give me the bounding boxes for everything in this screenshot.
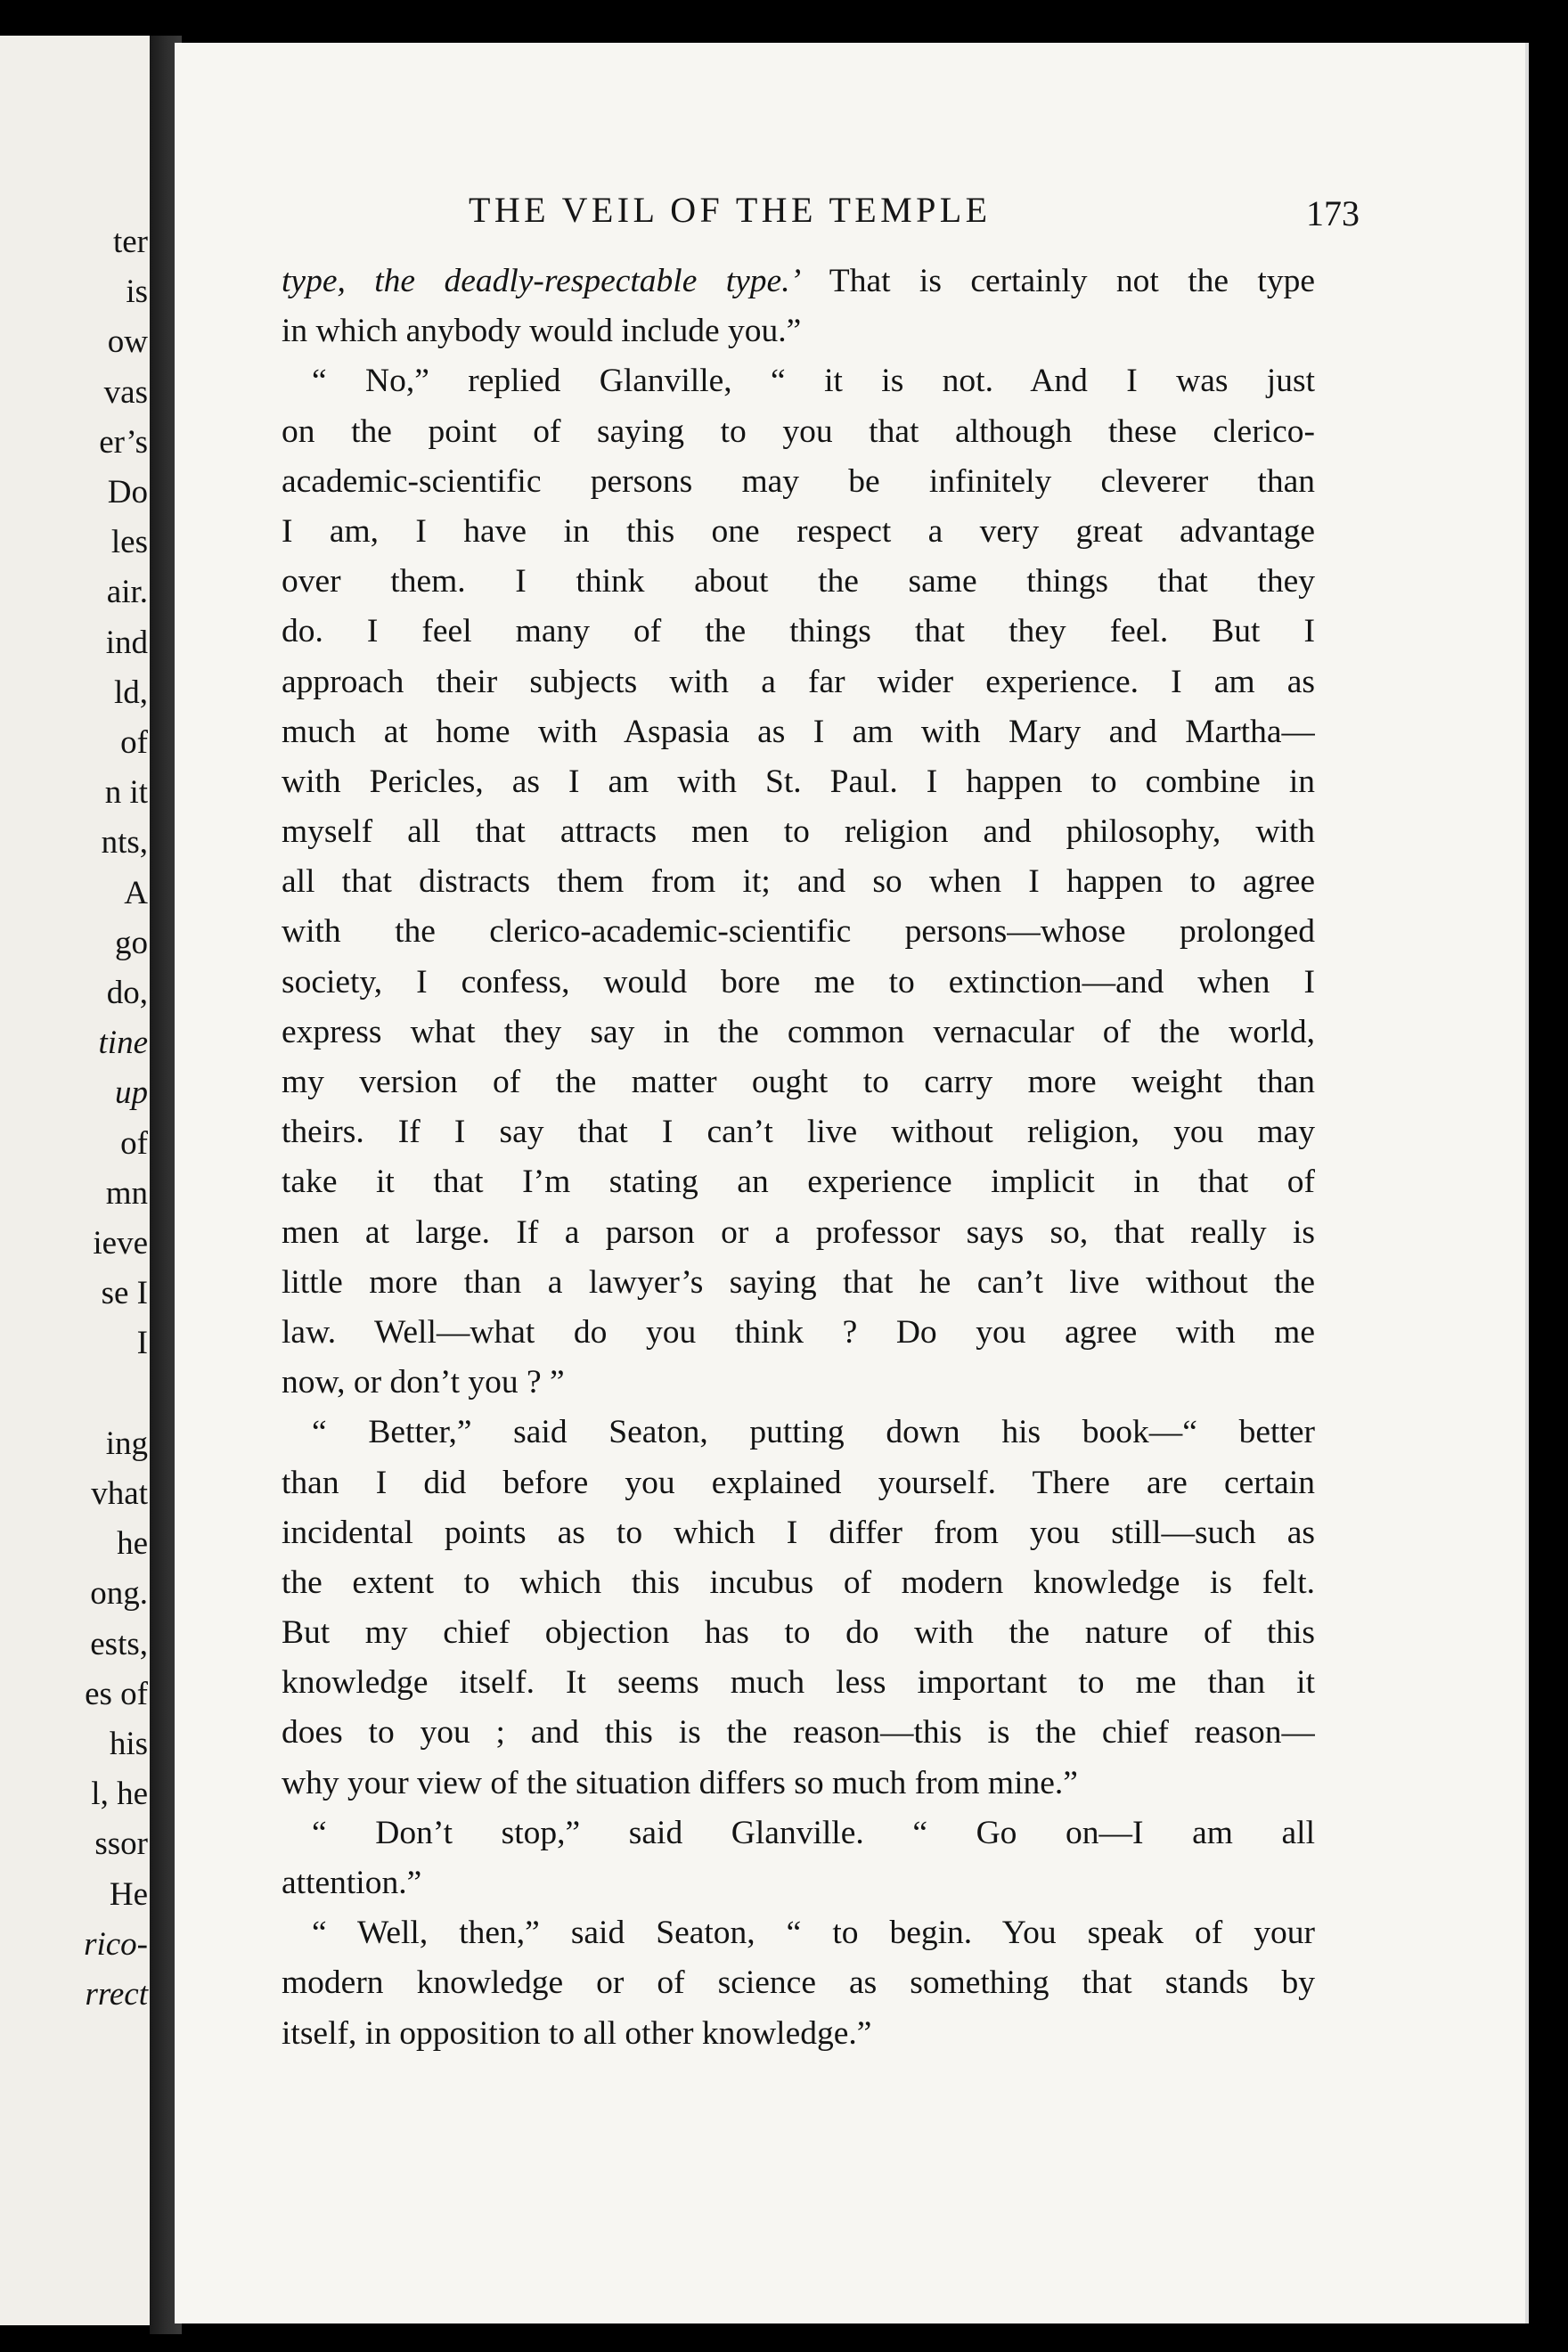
text-line: why your view of the situation differs so much from mine.” [282,1764,1078,1801]
facing-page-fragment-text: ter [112,224,148,260]
text-line: take it that I’m stating an experience implicit in that of [282,1164,1315,1201]
facing-page-fragment-text: ing [105,1425,148,1462]
running-title: THE VEIL OF THE TEMPLE [469,190,992,230]
text-line: “ Don’t stop,” said Glanville. “ Go on—I am all [312,1814,1315,1851]
italic-fragment: type, the deadly-respectable type.’ [282,263,802,299]
facing-page-fragment-text: go [115,924,148,961]
facing-page-fragment-text: his [109,1726,148,1762]
text-line: with Pericles, as I am with St. Paul. I happen to combine in [282,763,1315,800]
text-line: academic-scientific persons may be infinitely cleverer than [282,462,1315,500]
text-line: approach their subjects with a far wider experience. I am as [282,663,1315,700]
facing-page-fragment-text: ssor [94,1825,148,1863]
facing-page-fragment-text: do, [106,975,148,1011]
facing-page-fragment-text: is [126,274,148,311]
text-line: society, I confess, would bore me to extinction—and when I [282,963,1315,1000]
facing-page-fragment-text: he [117,1525,148,1563]
text-line: But my chief objection has to do with the nature of this [282,1614,1315,1652]
facing-page-fragment-text: Do [107,474,148,510]
text-line: my version of the matter ought to carry more weight than [282,1064,1315,1100]
text-line: the extent to which this incubus of modern knowledge is felt. [282,1564,1315,1601]
text-line: “ Better,” said Seaton, putting down his book—“ better [312,1414,1315,1451]
facing-page-fragment-text: se I [101,1275,148,1312]
facing-page-fragment-text: of [120,1124,148,1162]
facing-page-fragment-text: es of [85,1675,148,1712]
facing-page-fragment-text: ow [107,323,148,361]
text-line: law. Well—what do you think ? Do you agree with me [282,1313,1315,1351]
facing-page-fragment-text: vhat [91,1475,148,1512]
text-line: much at home with Aspasia as I am with Mary and Martha— [282,713,1315,750]
facing-page-fragment-text: l, he [91,1776,148,1813]
text-line: incidental points as to which I differ from you still—such as [282,1514,1315,1551]
text-line: attention.” [282,1865,422,1901]
facing-page-fragment-text: n it [104,774,148,812]
text-line: myself all that attracts men to religion and philosophy, with [282,813,1315,851]
text-line: knowledge itself. It seems much less important to me than it [282,1664,1315,1702]
text-line: with the clerico-academic-scientific persons—whose prolonged [282,913,1315,951]
facing-page-fragment-text: air. [106,574,148,611]
facing-page-fragment [0,36,153,2325]
facing-page-fragment-text: ieve [93,1225,148,1262]
text-line: I am, I have in this one respect a very great advantage [282,512,1315,550]
text-line: modern knowledge or of science as something that stands by [282,1964,1315,2002]
facing-page-fragment-text: vas [103,373,148,411]
text-line: than I did before you explained yourself. There are certain [282,1464,1315,1501]
facing-page-fragment-text: nts, [101,824,148,862]
text-line: all that distracts them from it; and so when I happen to agree [282,863,1315,901]
facing-page-fragment-text: ind [105,624,148,661]
text-line: theirs. If I say that I can’t live without religion, you may [282,1114,1315,1151]
facing-page-fragment-text: er’s [99,423,148,461]
facing-page-fragment-text: He [109,1875,148,1913]
line-text: That is certainly not the type [801,263,1315,299]
text-line: express what they say in the common vernacular of the world, [282,1013,1315,1050]
facing-page-fragment-text: A [124,874,148,911]
text-line: itself, in opposition to all other knowledge.” [282,2014,872,2052]
text-line: over them. I think about the same things that they [282,563,1315,600]
book-page [175,43,1529,2323]
body-text [282,257,1315,2059]
text-line: do. I feel many of the things that they feel. But I [282,613,1315,650]
page-header [175,189,1529,242]
facing-page-fragment-text: up [115,1074,148,1112]
text-line: in which anybody would include you.” [282,313,802,350]
text-line: does to you ; and this is the reason—this is the chief reason— [282,1714,1315,1752]
facing-page-fragment-text: les [110,524,148,561]
facing-page-fragment-text: I [136,1325,148,1362]
text-line: on the point of saying to you that although these clerico- [282,412,1315,450]
text-line: now, or don’t you ? ” [282,1364,565,1401]
facing-page-fragment-text: of [120,724,148,761]
text-line: men at large. If a parson or a professor says so, that really is [282,1213,1315,1251]
text-line: little more than a lawyer’s saying that he can’t live without the [282,1263,1315,1301]
facing-page-fragment-text: mn [105,1174,148,1212]
facing-page-fragment-text: rrect [85,1976,148,2013]
text-line: “ Well, then,” said Seaton, “ to begin. You speak of your [312,1915,1315,1952]
facing-page-fragment-text: ld, [113,674,148,711]
facing-page-fragment-text: rico- [84,1925,148,1963]
facing-page-fragment-text: ests, [90,1625,148,1662]
text-line: “ No,” replied Glanville, “ it is not. And I was just [312,363,1315,400]
page-number: 173 [1306,193,1360,233]
facing-page-fragment-text: tine [98,1025,148,1062]
text-line [282,257,1315,306]
facing-page-fragment-text: ong. [90,1575,148,1613]
